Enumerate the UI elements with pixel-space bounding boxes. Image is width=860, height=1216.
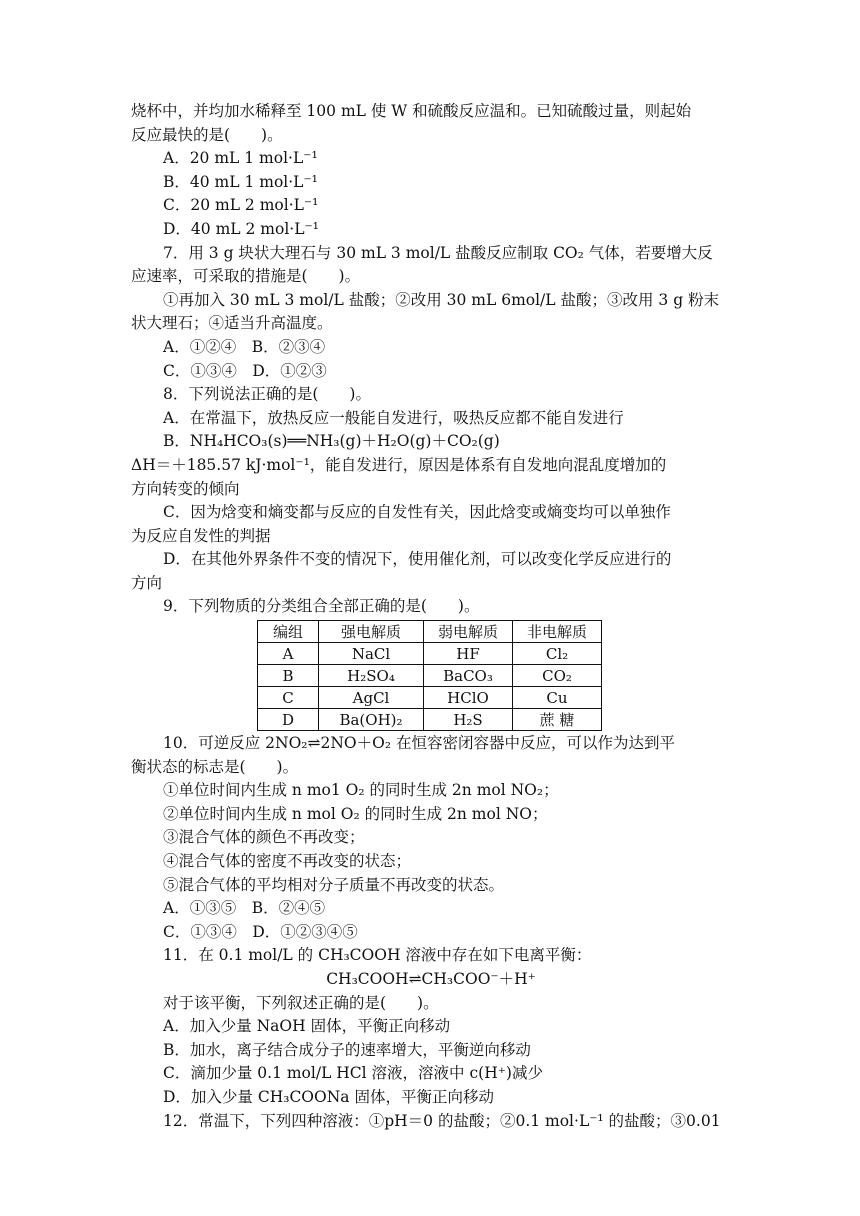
table-header-cell: 非电解质 (513, 621, 602, 643)
text-line: ΔH＝＋185.57 kJ·mol⁻¹，能自发进行，原因是体系有自发地向混乱度增加的 (131, 455, 667, 474)
text-line: 7．用 3 g 块状大理石与 30 mL 3 mol/L 盐酸反应制取 CO₂ 气体，若要增大反 (163, 243, 713, 262)
text-line: ①单位时间内生成 n mo1 O₂ 的同时生成 2n mol NO₂； (163, 781, 559, 800)
text-line: 状大理石；④适当升高温度。 (131, 314, 333, 333)
classification-table (257, 620, 602, 731)
table-cell: HClO (424, 687, 513, 709)
text-line: 12．常温下，下列四种溶液：①pH＝0 的盐酸；②0.1 mol·L⁻¹ 的盐酸；③0.01 (163, 1111, 721, 1130)
table-cell: Cu (513, 687, 602, 709)
table-cell: NaCl (319, 643, 424, 665)
text-line: A．20 mL 1 mol·L⁻¹ (163, 149, 318, 168)
text-line: A．加入少量 NaOH 固体，平衡正向移动 (163, 1017, 451, 1036)
text-block-top (131, 100, 731, 619)
text-line: 应速率，可采取的措施是( )。 (131, 267, 361, 286)
table-cell: BaCO₃ (424, 665, 513, 687)
text-line: 方向 (131, 573, 163, 592)
table-cell: Ba(OH)₂ (319, 709, 424, 731)
text-line: ④混合气体的密度不再改变的状态； (163, 852, 412, 871)
text-line: B．NH₄HCO₃(s)══NH₃(g)＋H₂O(g)＋CO₂(g) (163, 432, 500, 451)
table-header-cell: 编组 (258, 621, 319, 643)
text-line: D．40 mL 2 mol·L⁻¹ (163, 219, 319, 238)
text-line: 9．下列物质的分类组合全部正确的是( )。 (163, 597, 480, 616)
text-line: 对于该平衡，下列叙述正确的是( )。 (163, 993, 439, 1012)
text-line: 为反应自发性的判据 (131, 526, 271, 545)
table-cell: C (258, 687, 319, 709)
table-cell: D (258, 709, 319, 731)
text-line: D．在其他外界条件不变的情况下，使用催化剂，可以改变化学反应进行的 (163, 550, 672, 569)
text-line: CH₃COOH⇌CH₃COO⁻＋H⁺ (326, 970, 536, 988)
table-cell: AgCl (319, 687, 424, 709)
text-line: 烧杯中，并均加水稀释至 100 mL 使 W 和硫酸反应温和。已知硫酸过量，则起始 (131, 102, 692, 120)
table-cell: H₂SO₄ (319, 665, 424, 687)
table-row (258, 709, 602, 731)
text-line: C．①③④ D．①②③ (163, 361, 327, 380)
table-cell: Cl₂ (513, 643, 602, 665)
text-line: ①再加入 30 mL 3 mol/L 盐酸；②改用 30 mL 6mol/L 盐酸；③改用 3 g 粉末 (163, 290, 720, 309)
text-line: 10．可逆反应 2NO₂⇌2NO＋O₂ 在恒容密闭容器中反应，可以作为达到平 (163, 734, 675, 753)
text-line: ②单位时间内生成 n mol O₂ 的同时生成 2n mol NO； (163, 804, 548, 823)
table-row (258, 665, 602, 687)
text-line: C．因为焓变和熵变都与反应的自发性有关，因此焓变或熵变均可以单独作 (163, 503, 671, 522)
table-cell: H₂S (424, 709, 513, 731)
text-line: ③混合气体的颜色不再改变； (163, 828, 365, 847)
table-cell: 蔗 糖 (513, 709, 602, 731)
table-cell: B (258, 665, 319, 687)
table-cell: HF (424, 643, 513, 665)
table-row (258, 643, 602, 665)
table-header-cell: 强电解质 (319, 621, 424, 643)
table-header-row (258, 621, 602, 643)
text-line: ⑤混合气体的平均相对分子质量不再改变的状态。 (163, 875, 505, 894)
text-line: B．加水，离子结合成分子的速率增大，平衡逆向移动 (163, 1040, 531, 1059)
text-line: A．①②④ B．②③④ (163, 337, 326, 356)
text-block-bottom (131, 732, 731, 1133)
text-line: C．①③④ D．①②③④⑤ (163, 922, 358, 941)
text-line: B．40 mL 1 mol·L⁻¹ (163, 172, 318, 191)
text-line: 11．在 0.1 mol/L 的 CH₃COOH 溶液中存在如下电离平衡： (163, 946, 592, 965)
text-line: 方向转变的倾向 (131, 479, 240, 498)
table-cell: CO₂ (513, 665, 602, 687)
text-line: 反应最快的是( )。 (131, 125, 283, 144)
text-line: 衡状态的标志是( )。 (131, 757, 299, 776)
document-page (131, 100, 731, 1133)
table-header-cell: 弱电解质 (424, 621, 513, 643)
table-row (258, 687, 602, 709)
text-line: 8．下列说法正确的是( )。 (163, 385, 371, 404)
table-cell: A (258, 643, 319, 665)
text-line: D．加入少量 CH₃COONa 固体，平衡正向移动 (163, 1087, 494, 1106)
text-line: A．①③⑤ B．②④⑤ (163, 899, 326, 918)
text-line: A．在常温下，放热反应一般能自发进行，吸热反应都不能自发进行 (163, 408, 624, 427)
text-line: C．20 mL 2 mol·L⁻¹ (163, 196, 319, 215)
text-line: C．滴加少量 0.1 mol/L HCl 溶液，溶液中 c(H⁺)减少 (163, 1064, 543, 1083)
